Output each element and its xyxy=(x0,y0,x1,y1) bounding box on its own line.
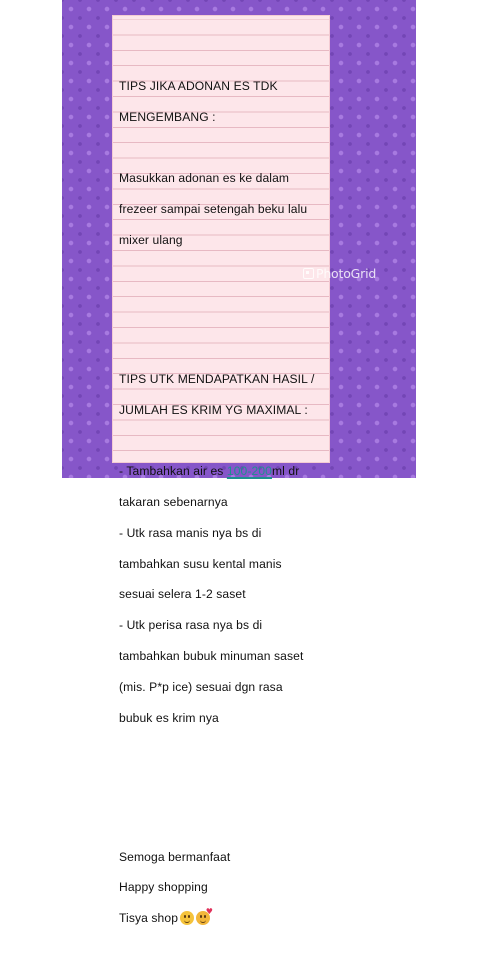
list-item-3: - Utk perisa rasa nya bs di xyxy=(119,618,263,633)
text-line: tambahkan bubuk minuman saset xyxy=(119,649,304,664)
text-fragment: - Tambahkan air es xyxy=(119,464,227,479)
text-line: bubuk es krim nya xyxy=(119,710,219,725)
list-item-2: - Utk rasa manis nya bs di xyxy=(119,525,262,540)
tip2-list xyxy=(119,449,331,742)
tip2-title xyxy=(119,356,331,433)
text-line: MENGEMBANG : xyxy=(119,109,216,124)
tip1-title xyxy=(119,63,331,140)
text-line: Happy shopping xyxy=(119,880,208,895)
text-line: sesuai selera 1-2 saset xyxy=(119,587,246,602)
shop-name-line xyxy=(119,907,331,926)
watermark-text: PhotoGrid xyxy=(316,266,377,281)
closing xyxy=(119,834,331,942)
spacer xyxy=(119,772,331,803)
text-line: frezeer sampai setengah beku lalu xyxy=(119,202,308,217)
text-line: Masukkan adonan es ke dalam xyxy=(119,171,290,186)
smiling-face-icon xyxy=(180,911,194,925)
text-line: TIPS UTK MENDAPATKAN HASIL / xyxy=(119,371,315,386)
photogrid-logo-icon xyxy=(303,268,314,279)
text-line: takaran sebenarnya xyxy=(119,494,228,509)
text-line: TIPS JIKA ADONAN ES TDK xyxy=(119,78,278,93)
list-item-1 xyxy=(119,464,331,479)
spacer xyxy=(119,295,331,326)
text-fragment: ml dr xyxy=(271,464,300,479)
text-line: Semoga bermanfaat xyxy=(119,849,231,864)
text-line: (mis. P*p ice) sesuai dgn rasa xyxy=(119,679,283,694)
text-line: JUMLAH ES KRIM YG MAXIMAL : xyxy=(119,402,308,417)
note-content xyxy=(119,48,331,956)
photogrid-watermark xyxy=(303,266,376,281)
shop-name: Tisya shop xyxy=(119,911,179,926)
smiling-face-with-hearts-icon: ♥ xyxy=(196,911,210,925)
text-line: mixer ulang xyxy=(119,232,183,247)
text-line: tambahkan susu kental manis xyxy=(119,556,282,571)
highlighted-amount-link[interactable]: 100-200 xyxy=(226,464,272,479)
tip1-body xyxy=(119,156,331,264)
